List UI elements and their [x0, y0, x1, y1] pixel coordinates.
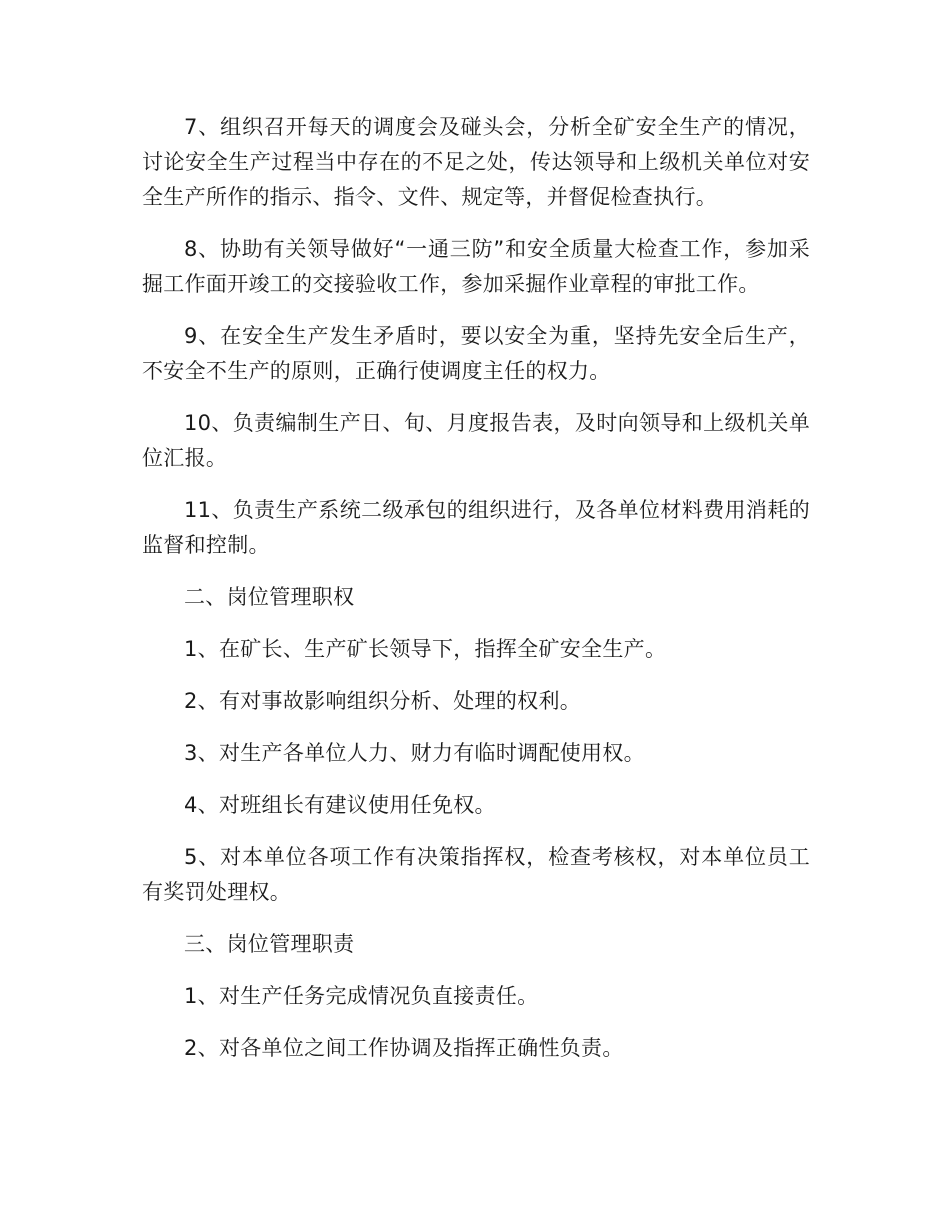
authority-item-1: 1、在矿长、生产矿长领导下，指挥全矿安全生产。 [184, 637, 667, 661]
authority-item-5: 5、对本单位各项工作有决策指挥权，检查考核权，对本单位员工有奖罚处理权。 [142, 845, 810, 904]
paragraph-item-8: 8、协助有关领导做好“一通三防”和安全质量大检查工作，参加采掘工作面开竣工的交接验收工作，参加采掘作业章程的审批工作。 [142, 237, 810, 296]
authority-item-3: 3、对生产各单位人力、财力有临时调配使用权。 [184, 741, 645, 765]
document-body [142, 110, 810, 1083]
paragraph-item-10: 10、负责编制生产日、旬、月度报告表，及时向领导和上级机关单位汇报。 [142, 411, 810, 470]
authority-item-2: 2、有对事故影响组织分析、处理的权利。 [184, 689, 582, 713]
responsibility-item-1: 1、对生产任务完成情况负直接责任。 [184, 984, 539, 1008]
responsibility-item-2: 2、对各单位之间工作协调及指挥正确性负责。 [184, 1036, 624, 1060]
paragraph-item-11: 11、负责生产系统二级承包的组织进行，及各单位材料费用消耗的监督和控制。 [142, 498, 810, 557]
paragraph-item-7: 7、组织召开每天的调度会及碰头会，分析全矿安全生产的情况，讨论安全生产过程当中存在的不足之处，传达领导和上级机关单位对安全生产所作的指示、指令、文件、规定等，并督促检查执行。 [142, 115, 810, 209]
section-heading-authority: 二、岗位管理职权 [184, 585, 355, 609]
paragraph-item-9: 9、在安全生产发生矛盾时，要以安全为重，坚持先安全后生产，不安全不生产的原则，正确行使调度主任的权力。 [142, 324, 810, 383]
authority-item-4: 4、对班组长有建议使用任免权。 [184, 793, 496, 817]
section-heading-responsibility: 三、岗位管理职责 [184, 932, 355, 956]
